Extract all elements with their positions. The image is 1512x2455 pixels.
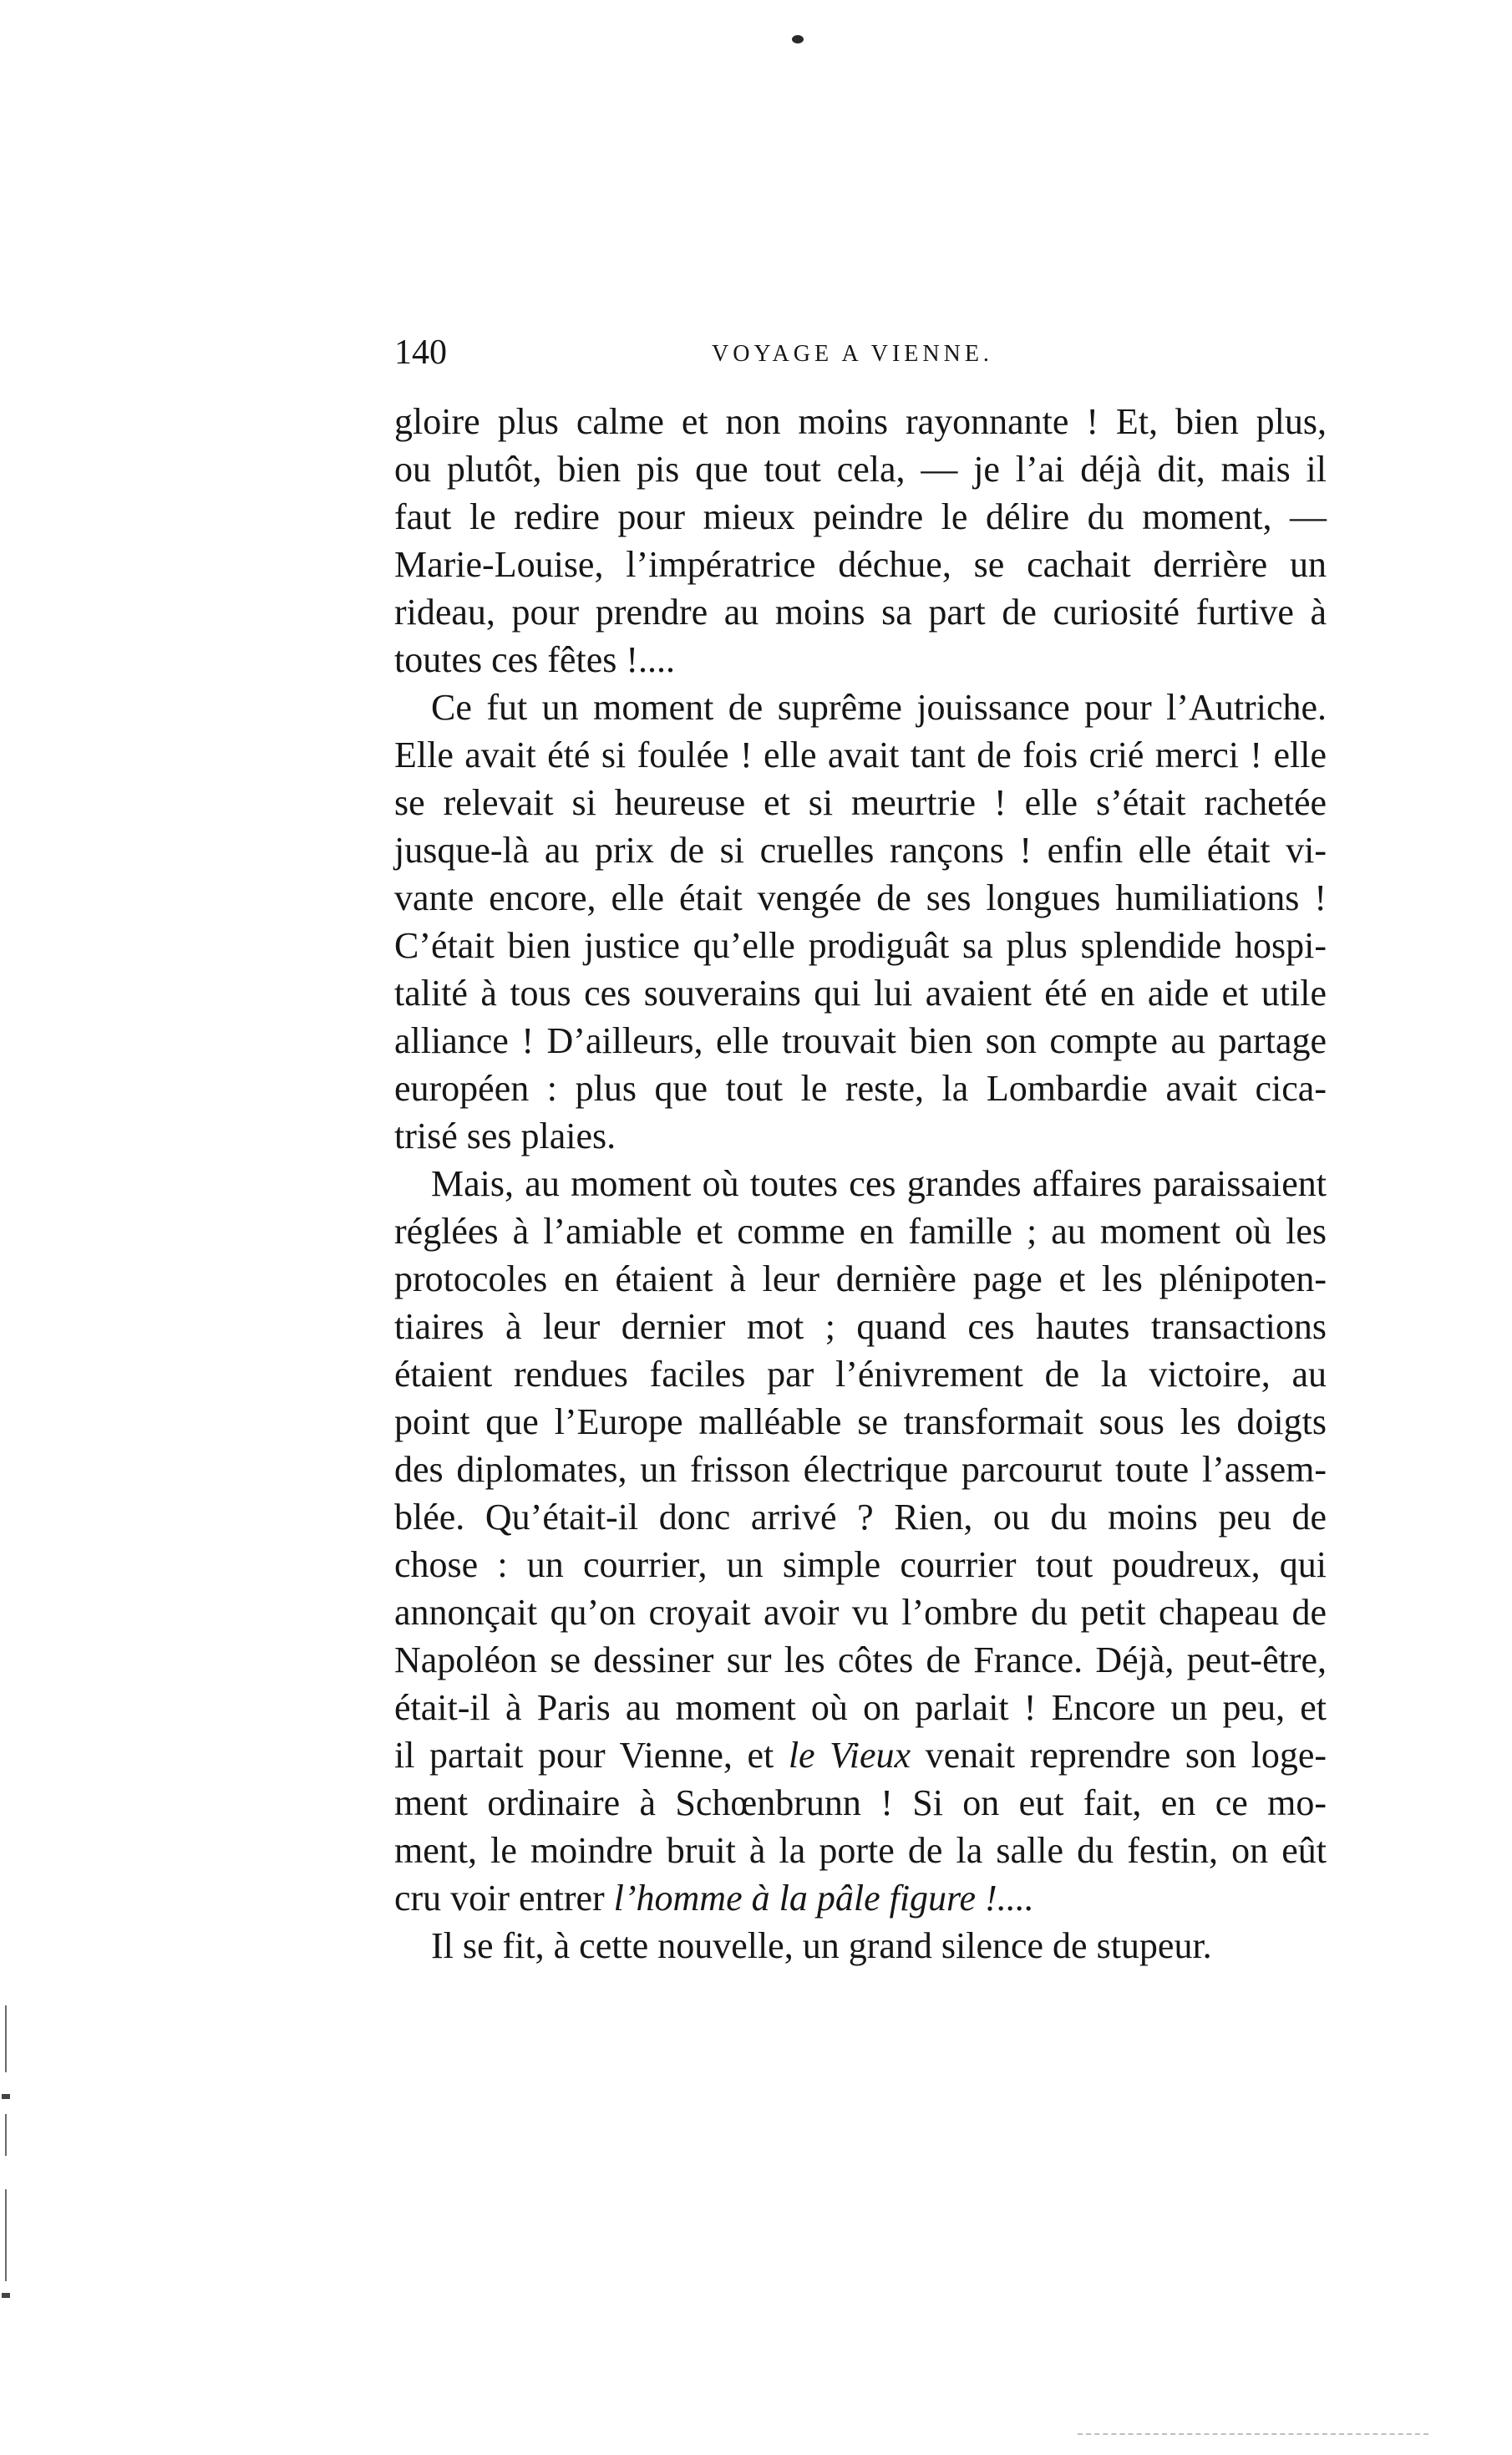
- text-line-start: cru voir entrer: [394, 1878, 614, 1919]
- italic-text: l’homme à la pâle figure !....: [613, 1878, 1034, 1919]
- ink-mark: [792, 35, 804, 43]
- text-line: Ce fut un moment de suprême jouissance pour l’Autriche.: [431, 687, 1327, 728]
- running-head: [394, 328, 1327, 378]
- scan-rule: [5, 2114, 7, 2156]
- page-number: 140: [394, 333, 447, 372]
- text-line: rideau, pour prendre au moins sa part de curiosité furtive à: [394, 592, 1327, 633]
- text-line: [394, 1731, 1327, 1779]
- text-line: Napoléon se dessiner sur les côtes de France. Déjà, peut-être,: [394, 1639, 1327, 1680]
- text-line: européen : plus que tout le reste, la Lombardie avait cica-: [394, 1068, 1327, 1109]
- text-line: [394, 1874, 1327, 1922]
- scan-dot: [2, 2293, 10, 2298]
- text-line: toutes ces fêtes !....: [394, 639, 675, 680]
- text-line: Il se fit, à cette nouvelle, un grand silence de stupeur.: [431, 1925, 1212, 1966]
- scan-dash-line: [1078, 2433, 1428, 2438]
- text-line: C’était bien justice qu’elle prodiguât sa plus splendide hospi-: [394, 925, 1327, 966]
- text-line: vante encore, elle était vengée de ses longues humiliations !: [394, 877, 1327, 918]
- text-line: se relevait si heureuse et si meurtrie ! elle s’était rachetée: [394, 782, 1327, 823]
- text-line: Elle avait été si foulée ! elle avait tant de fois crié merci ! elle: [394, 734, 1327, 775]
- text-line: réglées à l’amiable et comme en famille ; au moment où les: [394, 1211, 1327, 1252]
- scan-rule: [5, 2005, 7, 2072]
- text-line: Marie-Louise, l’impératrice déchue, se cachait derrière un: [394, 544, 1327, 585]
- text-line: faut le redire pour mieux peindre le délire du moment, —: [394, 496, 1327, 537]
- scan-rule: [5, 2189, 7, 2281]
- text-line: ment ordinaire à Schœnbrunn ! Si on eut fait, en ce mo-: [394, 1782, 1327, 1823]
- text-line: gloire plus calme et non moins rayonnante ! Et, bien plus,: [394, 401, 1327, 442]
- scan-margin-marks: [0, 2005, 25, 2306]
- text-line: alliance ! D’ailleurs, elle trouvait bien son compte au partage: [394, 1020, 1327, 1061]
- text-line: tiaires à leur dernier mot ; quand ces hautes transactions: [394, 1306, 1327, 1347]
- text-line-end: venait reprendre son loge-: [911, 1735, 1327, 1776]
- text-line: annonçait qu’on croyait avoir vu l’ombre du petit chapeau de: [394, 1592, 1327, 1633]
- text-line: chose : un courrier, un simple courrier tout poudreux, qui: [394, 1544, 1327, 1585]
- body-text: [394, 398, 1327, 1970]
- header-title: VOYAGE A VIENNE.: [712, 341, 993, 367]
- text-line: point que l’Europe malléable se transformait sous les doigts: [394, 1401, 1327, 1442]
- text-line: jusque-là au prix de si cruelles rançons ! enfin elle était vi-: [394, 830, 1327, 871]
- text-line: protocoles en étaient à leur dernière page et les plénipoten-: [394, 1258, 1327, 1299]
- text-line: talité à tous ces souverains qui lui avaient été en aide et utile: [394, 973, 1327, 1014]
- text-line: trisé ses plaies.: [394, 1116, 616, 1156]
- text-line-start: il partait pour Vienne, et: [394, 1735, 789, 1776]
- text-line: blée. Qu’était-il donc arrivé ? Rien, ou du moins peu de: [394, 1497, 1327, 1538]
- italic-text: le Vieux: [788, 1735, 911, 1776]
- scan-dot: [2, 2094, 10, 2099]
- text-line: était-il à Paris au moment où on parlait ! Encore un peu, et: [394, 1687, 1327, 1728]
- text-line: Mais, au moment où toutes ces grandes affaires paraissaient: [431, 1163, 1327, 1204]
- text-line: des diplomates, un frisson électrique parcourut toute l’assem-: [394, 1449, 1327, 1490]
- text-line: ment, le moindre bruit à la porte de la salle du festin, on eût: [394, 1830, 1327, 1871]
- text-line: ou plutôt, bien pis que tout cela, — je l’ai déjà dit, mais il: [394, 449, 1327, 490]
- text-line: étaient rendues faciles par l’énivrement de la victoire, au: [394, 1354, 1327, 1395]
